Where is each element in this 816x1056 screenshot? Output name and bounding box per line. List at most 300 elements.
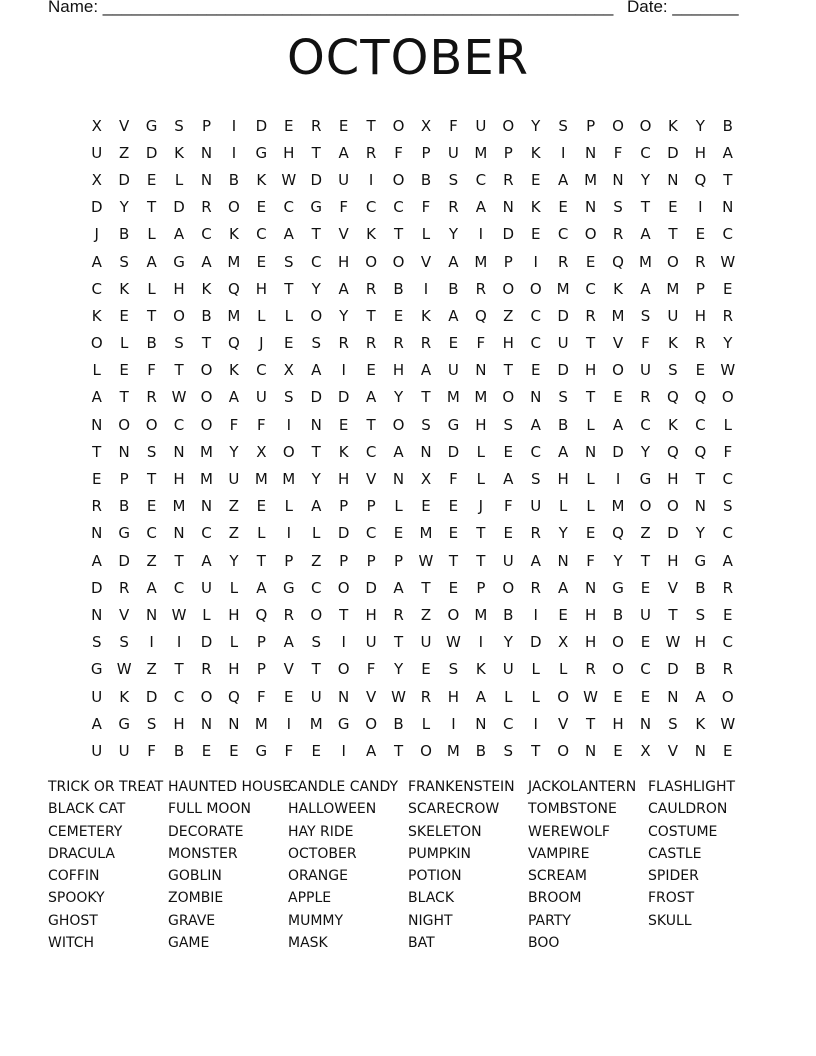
- grid-letter: V: [365, 470, 377, 489]
- grid-letter: A: [530, 415, 541, 434]
- grid-letter: B: [503, 605, 514, 624]
- grid-letter: E: [503, 442, 514, 461]
- grid-letter: K: [530, 143, 541, 162]
- grid-letter: A: [365, 741, 377, 760]
- word-list-item: GHOST: [48, 912, 98, 929]
- grid-letter: A: [283, 633, 294, 652]
- grid-letter: Q: [612, 252, 624, 271]
- grid-letter: H: [612, 714, 624, 733]
- grid-letter: M: [309, 714, 323, 733]
- grid-letter: E: [448, 497, 459, 516]
- grid-letter: E: [448, 334, 459, 353]
- grid-letter: L: [531, 660, 540, 679]
- grid-letter: Y: [723, 334, 733, 353]
- page-title: OCTOBER: [286, 30, 529, 86]
- grid-letter: T: [503, 361, 513, 380]
- grid-letter: R: [365, 143, 377, 162]
- grid-letter: K: [201, 279, 212, 298]
- grid-letter: E: [256, 198, 267, 217]
- grid-letter: X: [420, 116, 432, 135]
- grid-letter: W: [720, 361, 736, 380]
- grid-letter: V: [119, 605, 130, 624]
- grid-letter: H: [392, 361, 405, 380]
- grid-letter: L: [394, 497, 403, 516]
- grid-letter: J: [478, 497, 484, 516]
- grid-letter: C: [640, 415, 651, 434]
- grid-letter: A: [146, 252, 157, 271]
- word-column: [288, 776, 408, 954]
- grid-letter: P: [695, 279, 705, 298]
- word-list-item: HALLOWEEN: [288, 801, 377, 818]
- grid-letter: C: [201, 524, 212, 543]
- grid-letter: M: [474, 143, 488, 162]
- grid-letter: P: [256, 660, 266, 679]
- grid-letter: E: [284, 116, 294, 135]
- grid-letter: L: [229, 633, 239, 652]
- grid-letter: M: [666, 279, 680, 298]
- grid-letter: E: [613, 687, 623, 706]
- grid-letter: U: [91, 143, 103, 162]
- grid-letter: N: [557, 551, 569, 570]
- grid-letter: E: [448, 524, 459, 543]
- word-column: [48, 776, 168, 954]
- grid-letter: L: [257, 306, 266, 325]
- grid-letter: U: [667, 306, 679, 325]
- grid-letter: O: [200, 415, 213, 434]
- grid-letter: C: [173, 687, 185, 706]
- grid-letter: O: [557, 687, 570, 706]
- grid-letter: B: [146, 334, 157, 353]
- grid-letter: A: [722, 551, 733, 570]
- grid-letter: S: [174, 334, 184, 353]
- grid-letter: L: [229, 578, 239, 597]
- grid-row: [83, 547, 743, 574]
- grid-letter: R: [146, 388, 157, 407]
- grid-letter: F: [257, 415, 266, 434]
- grid-letter: Z: [119, 143, 130, 162]
- grid-letter: E: [256, 252, 267, 271]
- grid-letter: O: [310, 605, 323, 624]
- grid-letter: O: [612, 660, 624, 679]
- grid-letter: E: [530, 361, 541, 380]
- grid-letter: O: [90, 334, 103, 353]
- grid-letter: E: [146, 497, 157, 516]
- grid-letter: U: [420, 633, 432, 652]
- grid-letter: H: [584, 605, 597, 624]
- grid-letter: H: [694, 306, 706, 325]
- grid-letter: A: [201, 551, 212, 570]
- grid-letter: X: [283, 361, 294, 380]
- grid-row: [83, 520, 743, 547]
- grid-letter: N: [173, 442, 185, 461]
- grid-letter: S: [668, 714, 678, 733]
- grid-letter: C: [640, 143, 651, 162]
- grid-letter: N: [200, 170, 213, 189]
- grid-letter: U: [502, 660, 514, 679]
- grid-row: [83, 221, 743, 248]
- grid-letter: U: [502, 551, 514, 570]
- grid-letter: I: [368, 170, 374, 189]
- grid-letter: R: [201, 660, 212, 679]
- grid-letter: F: [366, 660, 376, 679]
- word-column: [168, 776, 291, 954]
- grid-letter: E: [695, 361, 706, 380]
- word-list-item: CASTLE: [648, 845, 702, 862]
- grid-letter: M: [172, 497, 186, 516]
- grid-letter: M: [584, 170, 598, 189]
- grid-letter: H: [228, 660, 240, 679]
- grid-letter: Y: [448, 225, 458, 244]
- grid-letter: D: [90, 578, 103, 597]
- grid-letter: N: [530, 388, 542, 407]
- grid-letter: H: [338, 252, 350, 271]
- grid-letter: R: [201, 198, 212, 217]
- grid-letter: E: [448, 578, 459, 597]
- grid-row: [83, 493, 743, 520]
- grid-letter: F: [586, 551, 595, 570]
- grid-letter: Z: [228, 524, 240, 543]
- grid-letter: O: [667, 497, 679, 516]
- grid-letter: T: [586, 334, 596, 353]
- grid-letter: I: [341, 361, 346, 380]
- grid-letter: R: [530, 524, 541, 543]
- grid-letter: R: [722, 578, 733, 597]
- grid-letter: C: [503, 714, 514, 733]
- grid-row: [83, 683, 743, 710]
- grid-letter: V: [667, 578, 679, 597]
- grid-letter: O: [173, 306, 185, 325]
- grid-letter: M: [419, 524, 433, 543]
- grid-letter: S: [503, 415, 514, 434]
- grid-letter: F: [229, 415, 239, 434]
- grid-letter: D: [667, 660, 679, 679]
- grid-letter: N: [310, 415, 322, 434]
- grid-letter: U: [91, 687, 103, 706]
- word-list: [48, 776, 788, 954]
- grid-letter: K: [366, 225, 377, 244]
- grid-letter: D: [118, 551, 130, 570]
- grid-letter: A: [393, 442, 404, 461]
- word-list-item: APPLE: [288, 890, 332, 907]
- grid-letter: L: [558, 497, 568, 516]
- word-list-item: FRANKENSTEIN: [408, 779, 515, 795]
- grid-letter: B: [448, 279, 459, 298]
- grid-letter: H: [557, 470, 569, 489]
- grid-letter: A: [393, 578, 404, 597]
- grid-letter: K: [667, 415, 678, 434]
- grid-letter: B: [695, 660, 706, 679]
- grid-letter: E: [503, 524, 514, 543]
- grid-letter: D: [557, 361, 569, 380]
- grid-letter: I: [451, 714, 456, 733]
- grid-letter: C: [530, 334, 541, 353]
- grid-letter: C: [256, 361, 267, 380]
- grid-letter: H: [447, 687, 460, 706]
- grid-letter: B: [722, 116, 733, 135]
- grid-letter: G: [118, 524, 130, 543]
- grid-letter: T: [640, 198, 651, 217]
- grid-letter: L: [723, 415, 732, 434]
- grid-row: [83, 574, 743, 601]
- grid-letter: E: [723, 279, 733, 298]
- grid-letter: L: [202, 605, 211, 624]
- grid-letter: A: [475, 198, 486, 217]
- grid-letter: C: [310, 252, 322, 271]
- grid-letter: B: [612, 605, 624, 624]
- grid-letter: C: [722, 633, 734, 652]
- grid-letter: N: [584, 578, 597, 597]
- grid-letter: H: [173, 714, 185, 733]
- word-list-item: JACKOLANTERN: [528, 779, 637, 795]
- grid-letter: C: [530, 306, 541, 325]
- grid-letter: D: [145, 143, 158, 162]
- grid-letter: S: [119, 633, 129, 652]
- word-list-item: FLASHLIGHT: [648, 779, 736, 795]
- grid-letter: F: [147, 741, 156, 760]
- grid-letter: A: [475, 687, 486, 706]
- grid-letter: Z: [146, 660, 157, 679]
- grid-row: [83, 112, 743, 139]
- grid-letter: E: [585, 524, 596, 543]
- grid-letter: O: [612, 361, 624, 380]
- word-list-item: PUMPKIN: [408, 845, 471, 862]
- grid-letter: M: [611, 306, 625, 325]
- grid-letter: N: [584, 741, 597, 760]
- grid-letter: Z: [146, 551, 157, 570]
- grid-letter: N: [639, 714, 652, 733]
- word-list-item: MASK: [288, 935, 328, 952]
- grid-letter: A: [695, 687, 706, 706]
- grid-letter: G: [447, 415, 460, 434]
- word-list-item: SPOOKY: [48, 890, 105, 907]
- grid-letter: A: [640, 225, 651, 244]
- grid-letter: E: [366, 361, 376, 380]
- grid-letter: D: [173, 198, 185, 217]
- grid-letter: S: [558, 116, 568, 135]
- grid-letter: M: [227, 306, 241, 325]
- grid-letter: V: [667, 741, 679, 760]
- grid-letter: N: [200, 143, 213, 162]
- name-field-label[interactable]: Name: ______________________________________________________: [48, 0, 614, 16]
- word-list-item: DRACULA: [48, 845, 115, 862]
- grid-letter: R: [557, 252, 569, 271]
- grid-letter: O: [612, 116, 624, 135]
- grid-letter: M: [446, 388, 460, 407]
- grid-letter: C: [173, 578, 185, 597]
- grid-letter: H: [255, 279, 267, 298]
- grid-letter: Y: [640, 170, 651, 189]
- grid-letter: A: [503, 470, 514, 489]
- word-list-item: FROST: [648, 890, 695, 907]
- word-list-item: DECORATE: [168, 823, 244, 840]
- grid-letter: T: [668, 225, 678, 244]
- grid-letter: B: [393, 714, 404, 733]
- grid-letter: K: [421, 306, 431, 325]
- grid-letter: P: [586, 116, 596, 135]
- grid-letter: S: [640, 306, 651, 325]
- grid-letter: A: [173, 225, 185, 244]
- grid-letter: C: [173, 415, 185, 434]
- grid-letter: E: [421, 660, 431, 679]
- grid-letter: N: [173, 524, 185, 543]
- grid-letter: I: [341, 741, 346, 760]
- grid-letter: M: [446, 741, 460, 760]
- word-list-item: SKELETON: [408, 823, 482, 840]
- grid-letter: S: [91, 633, 102, 652]
- word-list-item: HAY RIDE: [288, 823, 354, 840]
- word-column: [528, 776, 648, 954]
- grid-letter: L: [421, 225, 431, 244]
- grid-letter: B: [173, 741, 185, 760]
- grid-letter: L: [312, 524, 321, 543]
- grid-letter: A: [91, 252, 102, 271]
- grid-letter: T: [311, 225, 321, 244]
- grid-letter: G: [90, 660, 103, 679]
- grid-letter: I: [231, 143, 237, 162]
- grid-letter: F: [394, 143, 403, 162]
- grid-letter: Z: [420, 605, 432, 624]
- grid-letter: T: [174, 361, 184, 380]
- grid-letter: C: [310, 578, 322, 597]
- grid-letter: I: [286, 714, 291, 733]
- grid-letter: A: [311, 361, 322, 380]
- grid-letter: N: [420, 442, 432, 461]
- grid-letter: M: [227, 252, 241, 271]
- grid-letter: M: [254, 470, 268, 489]
- grid-letter: Q: [694, 170, 707, 189]
- grid-letter: I: [231, 116, 237, 135]
- grid-letter: C: [695, 415, 706, 434]
- grid-letter: I: [478, 225, 484, 244]
- grid-letter: O: [200, 687, 213, 706]
- grid-letter: I: [478, 633, 484, 652]
- grid-letter: E: [229, 741, 239, 760]
- date-field-label[interactable]: Date: _______: [627, 0, 739, 16]
- grid-letter: N: [694, 497, 706, 516]
- word-list-item: SKULL: [648, 912, 692, 929]
- grid-letter: X: [558, 633, 569, 652]
- grid-letter: A: [558, 442, 569, 461]
- grid-letter: H: [338, 470, 350, 489]
- grid-letter: R: [420, 334, 432, 353]
- grid-letter: K: [667, 116, 678, 135]
- word-list-item: POTION: [408, 868, 462, 885]
- grid-letter: Q: [667, 442, 679, 461]
- grid-letter: D: [337, 388, 350, 407]
- grid-letter: R: [695, 252, 706, 271]
- grid-letter: A: [311, 497, 322, 516]
- grid-letter: L: [119, 334, 129, 353]
- grid-letter: Y: [531, 116, 541, 135]
- grid-letter: W: [445, 633, 461, 652]
- grid-letter: S: [695, 605, 706, 624]
- grid-letter: Q: [474, 306, 487, 325]
- grid-letter: D: [337, 524, 350, 543]
- grid-letter: Y: [339, 306, 349, 325]
- grid-letter: T: [366, 306, 376, 325]
- grid-letter: D: [529, 633, 542, 652]
- grid-letter: A: [338, 279, 349, 298]
- grid-letter: O: [337, 660, 350, 679]
- grid-letter: G: [255, 143, 268, 162]
- grid-letter: P: [476, 578, 486, 597]
- grid-letter: C: [475, 170, 487, 189]
- word-list-item: WITCH: [48, 935, 95, 952]
- grid-letter: I: [533, 252, 538, 271]
- grid-letter: X: [91, 116, 102, 135]
- word-list-item: PARTY: [528, 912, 571, 929]
- grid-letter: G: [145, 116, 158, 135]
- grid-letter: W: [171, 388, 187, 407]
- grid-letter: J: [259, 334, 264, 353]
- grid-letter: U: [639, 605, 651, 624]
- grid-letter: I: [341, 633, 346, 652]
- grid-letter: D: [612, 442, 624, 461]
- grid-letter: T: [174, 660, 184, 679]
- grid-letter: O: [502, 116, 515, 135]
- word-search-grid: [83, 112, 743, 765]
- grid-letter: E: [146, 170, 157, 189]
- grid-letter: I: [176, 633, 182, 652]
- grid-letter: N: [228, 714, 240, 733]
- grid-letter: H: [173, 470, 185, 489]
- grid-row: [83, 601, 743, 628]
- grid-letter: W: [720, 252, 736, 271]
- grid-letter: G: [639, 470, 652, 489]
- grid-letter: Y: [613, 551, 623, 570]
- grid-letter: W: [116, 660, 132, 679]
- grid-letter: R: [365, 334, 377, 353]
- grid-letter: S: [284, 252, 294, 271]
- grid-letter: R: [338, 334, 349, 353]
- grid-letter: S: [174, 116, 184, 135]
- grid-letter: A: [612, 415, 624, 434]
- grid-letter: I: [286, 415, 291, 434]
- grid-letter: B: [475, 741, 486, 760]
- grid-letter: K: [119, 279, 130, 298]
- grid-row: [83, 302, 743, 329]
- grid-letter: S: [146, 714, 157, 733]
- grid-letter: H: [694, 143, 706, 162]
- grid-letter: H: [667, 551, 679, 570]
- grid-letter: C: [256, 225, 267, 244]
- grid-letter: L: [586, 415, 595, 434]
- grid-row: [83, 656, 743, 683]
- grid-letter: I: [286, 524, 291, 543]
- grid-letter: P: [366, 497, 376, 516]
- grid-letter: T: [393, 633, 404, 652]
- grid-letter: O: [721, 687, 734, 706]
- grid-letter: P: [119, 470, 129, 489]
- grid-letter: C: [146, 524, 157, 543]
- grid-letter: O: [392, 170, 405, 189]
- grid-letter: K: [228, 225, 239, 244]
- grid-letter: K: [338, 442, 349, 461]
- grid-letter: S: [421, 415, 431, 434]
- grid-letter: C: [585, 279, 596, 298]
- grid-letter: M: [611, 497, 625, 516]
- grid-letter: D: [667, 143, 679, 162]
- grid-letter: D: [502, 225, 515, 244]
- grid-letter: O: [228, 198, 240, 217]
- word-list-item: TRICK OR TREAT: [48, 779, 164, 795]
- grid-letter: T: [174, 551, 184, 570]
- grid-letter: I: [423, 279, 429, 298]
- grid-letter: R: [448, 198, 459, 217]
- grid-letter: T: [147, 306, 157, 325]
- grid-letter: S: [448, 660, 459, 679]
- word-list-item: HAUNTED HOUSE: [168, 779, 291, 795]
